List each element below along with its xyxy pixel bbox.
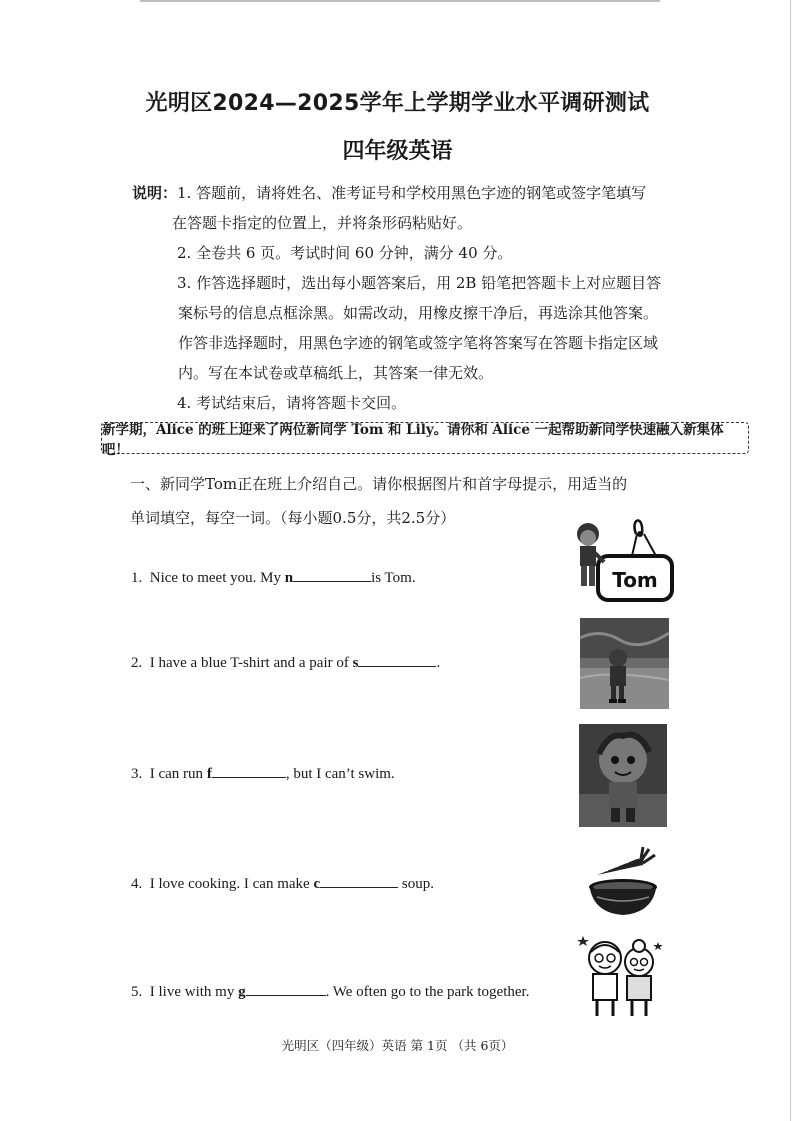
tom-tag-text: Tom <box>612 568 658 592</box>
instruction-label: 说明： <box>132 184 178 202</box>
exam-subtitle: 四年级英语 <box>342 139 453 164</box>
section-1-title-cont: 单词填空，每空一词。（每小题0.5分，共2.5分） <box>130 509 456 527</box>
page-footer: 光明区（四年级）英语 第 1页 （共 6页） <box>281 1038 514 1053</box>
question-3: 3. I can run f , but I can’t swim. <box>131 763 395 783</box>
question-2: 2. I have a blue T-shirt and a pair of s . <box>131 652 440 672</box>
answer-blank-3[interactable] <box>212 763 286 778</box>
question-5: 5. I live with my g . We often go to the park together. <box>131 981 529 1001</box>
running-kid-photo <box>579 724 667 827</box>
exam-title: 光明区2024—2025学年上学期学业水平调研测试 <box>145 91 650 116</box>
instruction-line-3: 2. 全卷共 6 页。考试时间 60 分钟，满分 40 分。 <box>177 244 513 262</box>
tom-name-tag-image <box>574 516 678 608</box>
question-4: 4. I love cooking. I can make c soup. <box>131 873 434 893</box>
shoes-photo <box>580 618 669 709</box>
answer-blank-1[interactable] <box>293 567 371 582</box>
instruction-line-2: 在答题卡指定的位置上，并将条形码粘贴好。 <box>172 214 473 232</box>
instruction-line-7: 内。写在本试卷或草稿纸上，其答案一律无效。 <box>178 364 494 382</box>
instruction-line-6: 作答非选择题时，用黑色字迹的钢笔或签字笔将答案写在答题卡指定区域 <box>178 334 659 352</box>
instruction-line-5: 案标号的信息点框涂黑。如需改动，用橡皮擦干净后，再选涂其他答案。 <box>178 304 659 322</box>
question-1: 1. Nice to meet you. My n is Tom. <box>131 567 416 587</box>
scan-edge-top <box>140 0 660 2</box>
grandparents-image <box>575 932 667 1020</box>
answer-blank-5[interactable] <box>246 981 326 996</box>
instruction-line-8: 4. 考试结束后，请将答题卡交回。 <box>177 394 407 412</box>
answer-blank-2[interactable] <box>358 652 436 667</box>
instruction-line-1: 说明：1. 答题前，请将姓名、准考证号和学校用黑色字迹的钢笔或签字笔填写 <box>132 184 647 202</box>
story-banner: 新学期，Alice 的班上迎来了两位新同学 Tom 和 Lily。请你和 Alice 一起帮助新同学快速融入新集体吧！ <box>101 422 749 454</box>
scan-edge-right <box>790 0 791 1121</box>
section-1-title: 一、新同学Tom正在班上介绍自己。请你根据图片和首字母提示，用适当的 <box>130 475 628 493</box>
carrot-soup-image <box>585 843 661 919</box>
answer-blank-4[interactable] <box>320 873 398 888</box>
instruction-line-4: 3. 作答选择题时，选出每小题答案后，用 2B 铅笔把答题卡上对应题目答 <box>177 274 662 292</box>
